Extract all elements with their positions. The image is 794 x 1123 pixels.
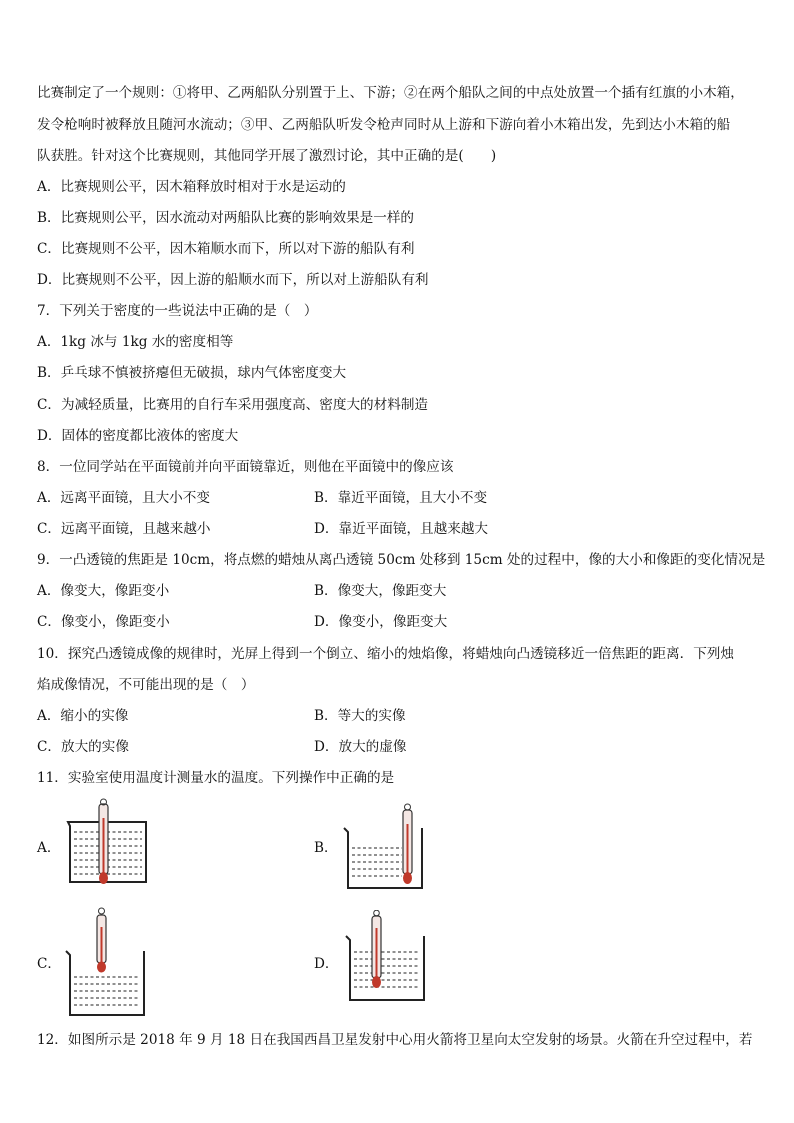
- q11-figure-c: [60, 905, 152, 1021]
- q9-option-a: A．像变大，像距变小: [37, 583, 170, 599]
- q6-option-a: A．比赛规则公平，因木箱释放时相对于水是运动的: [37, 179, 346, 195]
- q7-option-a: A．1kg 冰与 1kg 水的密度相等: [37, 334, 234, 350]
- q6-option-b: B．比赛规则公平，因水流动对两船队比赛的影响效果是一样的: [37, 210, 415, 226]
- thermometer-icon: [97, 908, 106, 973]
- q11-stem: 11．实验室使用温度计测量水的温度。下列操作中正确的是: [37, 770, 395, 786]
- q10-option-b: B．等大的实像: [314, 708, 406, 724]
- q11-label-a: A．: [37, 840, 61, 856]
- q12-stem: 12．如图所示是 2018 年 9 月 18 日在我国西昌卫星发射中心用火箭将卫星向太空发射的场景。火箭在升空过程中，若: [37, 1032, 753, 1048]
- q11-label-c: C．: [37, 956, 61, 972]
- q10-option-c: C．放大的实像: [37, 739, 129, 755]
- q11-label-d: D．: [314, 956, 339, 972]
- q9-stem: 9．一凸透镜的焦距是 10cm，将点燃的蜡烛从离凸透镜 50cm 处移到 15cm 处的过程中，像的大小和像距的变化情况是: [37, 552, 766, 568]
- q9-option-b: B．像变大，像距变大: [314, 583, 447, 599]
- q8-option-b: B．靠近平面镜，且大小不变: [314, 490, 488, 506]
- thermometer-icon: [99, 799, 108, 884]
- q8-option-a: A．远离平面镜，且大小不变: [37, 490, 210, 506]
- q6-stem-line-3: 队获胜。针对这个比赛规则，其他同学开展了激烈讨论，其中正确的是( ): [37, 148, 497, 164]
- q11-figure-b: [340, 800, 432, 892]
- thermometer-icon: [403, 804, 412, 884]
- q10-stem-line-2: 焰成像情况，不可能出现的是（ ）: [37, 677, 255, 693]
- q7-option-b: B．乒乓球不慎被挤瘪但无破损，球内气体密度变大: [37, 365, 347, 381]
- q8-stem: 8．一位同学站在平面镜前并向平面镜靠近，则他在平面镜中的像应该: [37, 459, 454, 475]
- thermometer-icon: [372, 910, 381, 988]
- q6-option-c: C．比赛规则不公平，因木箱顺水而下，所以对下游的船队有利: [37, 241, 415, 257]
- q11-label-b: B．: [314, 840, 338, 856]
- q6-option-d: D．比赛规则不公平，因上游的船顺水而下，所以对上游船队有利: [37, 272, 429, 288]
- q10-option-d: D．放大的虚像: [314, 739, 407, 755]
- q8-option-c: C．远离平面镜，且越来越小: [37, 521, 211, 537]
- q11-figure-a: [60, 798, 152, 888]
- q7-option-c: C．为减轻质量，比赛用的自行车采用强度高、密度大的材料制造: [37, 397, 429, 413]
- q6-stem-line-2: 发令枪响时被释放且随河水流动；③甲、乙两船队听发令枪声同时从上游和下游向着小木箱出发，先到达小木箱的船: [37, 117, 731, 133]
- q10-option-a: A．缩小的实像: [37, 708, 129, 724]
- q11-figure-d: [340, 910, 432, 1006]
- q6-stem-line-1: 比赛制定了一个规则：①将甲、乙两船队分别置于上、下游；②在两个船队之间的中点处放置一个插有红旗的小木箱，: [37, 85, 744, 101]
- q8-option-d: D．靠近平面镜，且越来越大: [314, 521, 489, 537]
- q7-option-d: D．固体的密度都比液体的密度大: [37, 428, 239, 444]
- q9-option-d: D．像变小，像距变大: [314, 614, 448, 630]
- q7-stem: 7．下列关于密度的一些说法中正确的是（ ）: [37, 303, 318, 319]
- q9-option-c: C．像变小，像距变小: [37, 614, 170, 630]
- beaker-icon: [346, 936, 424, 1000]
- q10-stem-line-1: 10．探究凸透镜成像的规律时，光屏上得到一个倒立、缩小的烛焰像，将蜡烛向凸透镜移近一倍焦距的距离．下列烛: [37, 646, 734, 662]
